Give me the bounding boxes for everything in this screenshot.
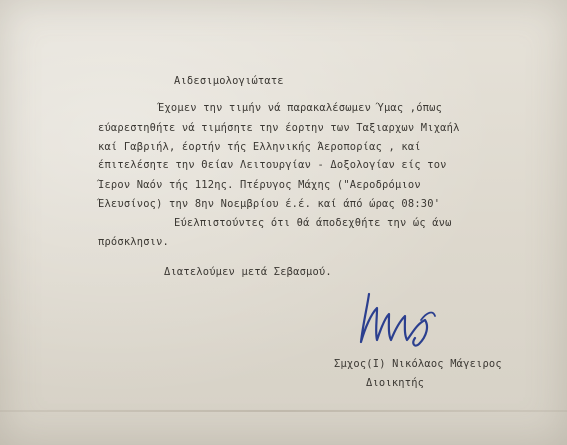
salutation: Αιδεσιμολογιώτατε (174, 75, 284, 87)
handwritten-signature (355, 292, 445, 350)
body-line-6: Έλευσίνος) την 8ην Νοεμβρίου έ.έ. καί άπό ώρας 08:30' (98, 198, 441, 210)
body-line-8: πρόσκλησιν. (98, 236, 170, 248)
signatory-title: Διοικητής (366, 377, 425, 389)
body-line-4: έπιτελέσητε την Θείαν Λειτουργίαν - Δοξολογίαν είς τον (98, 159, 447, 171)
paper-fold-line (0, 410, 567, 412)
body-line-7: Εύελπιστούντες ότι θά άποδεχθήτε την ώς άνω (174, 217, 452, 229)
body-line-5: Ίερον Ναόν τής 112ης. Πτέρυγος Μάχης ("Αεροδρόμιον (98, 179, 421, 191)
body-line-3: καί Γαβριήλ, έορτήν τής Ελληνικής Άεροπορίας , καί (98, 141, 421, 153)
body-line-1: Έχομεν την τιμήν νά παρακαλέσωμεν Ύμας ,όπως (158, 102, 443, 114)
body-line-2: εύαρεστηθήτε νά τιμήσητε την έορτην των Ταξιαρχων Μιχαήλ (98, 122, 460, 134)
closing-line: Διατελούμεν μετά Σεβασμού. (164, 266, 332, 278)
signatory-name: Σμχος(Ι) Νικόλαος Μάγειρος (334, 358, 502, 370)
